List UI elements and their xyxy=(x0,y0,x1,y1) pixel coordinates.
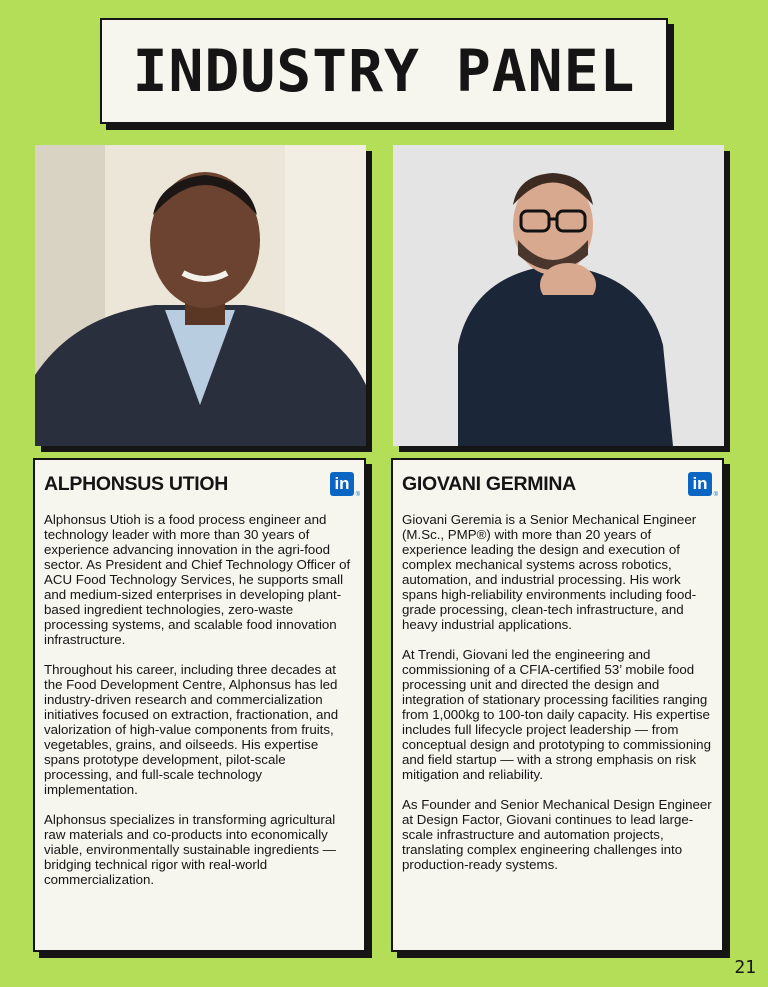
panelist-name: ALPHONSUS UTIOH xyxy=(44,472,229,495)
panelist-bio xyxy=(402,512,712,872)
panelist-name: GIOVANI GERMINA xyxy=(402,472,576,495)
panelist-bio xyxy=(44,512,354,887)
bio-paragraph: Throughout his career, including three decades at the Food Development Centre, Alphonsus has led industry-driven research and commercialization initiatives focused on extraction, fractionation, and valorization of high-value components from fruits, vegetables, grains, and oilseeds. His expertise spans prototype development, pilot-scale processing, and full-scale technology implementation. xyxy=(44,662,339,797)
linkedin-icon[interactable]: in ® xyxy=(330,472,354,496)
bio-paragraph: Alphonsus specializes in transforming agricultural raw materials and co-products into economically viable, environmentally sustainable ingredients — bridging technical rigor with real-world commercialization. xyxy=(44,812,336,887)
title-banner xyxy=(100,18,668,124)
portrait-alphonsus-utioh xyxy=(35,145,366,446)
page-title: INDUSTRY PANEL xyxy=(132,37,636,105)
bio-paragraph: Giovani Geremia is a Senior Mechanical Engineer (M.Sc., PMP®) with more than 20 years of experience leading the design and execution of complex mechanical systems across robotics, automation, and industrial processing. His work spans high-reliability environments including food-grade processing, clean-tech infrastructure, and heavy industrial applications. xyxy=(402,512,697,632)
page-number: 21 xyxy=(734,957,756,978)
bio-paragraph: Alphonsus Utioh is a food process engineer and technology leader with more than 30 years of experience advancing innovation in the agri-food sector. As President and Chief Technology Officer of ACU Food Technology Services, he supports small and medium-sized enterprises in developing plant-based ingredient technologies, zero-waste processing systems, and scalable food innovation infrastructure. xyxy=(44,512,351,647)
panelist-card-alphonsus xyxy=(33,458,366,952)
linkedin-icon[interactable]: in ® xyxy=(688,472,712,496)
bio-paragraph: As Founder and Senior Mechanical Design Engineer at Design Factor, Giovani continues to lead large-scale infrastructure and automation projects, translating complex engineering challenges into production-ready systems. xyxy=(402,797,712,872)
card-header xyxy=(402,470,712,498)
portrait-giovani-germina xyxy=(393,145,724,446)
bio-paragraph: At Trendi, Giovani led the engineering and commissioning of a CFIA-certified 53’ mobile food processing unit and directed the design and integration of stationary processing facilities ranging from 1,000kg to 100-ton daily capacity. His expertise includes full lifecycle project leadership — from conceptual design and prototyping to commissioning and field startup — with a strong emphasis on risk mitigation and reliability. xyxy=(402,647,711,782)
panelist-card-giovani xyxy=(391,458,724,952)
card-header xyxy=(44,470,354,498)
